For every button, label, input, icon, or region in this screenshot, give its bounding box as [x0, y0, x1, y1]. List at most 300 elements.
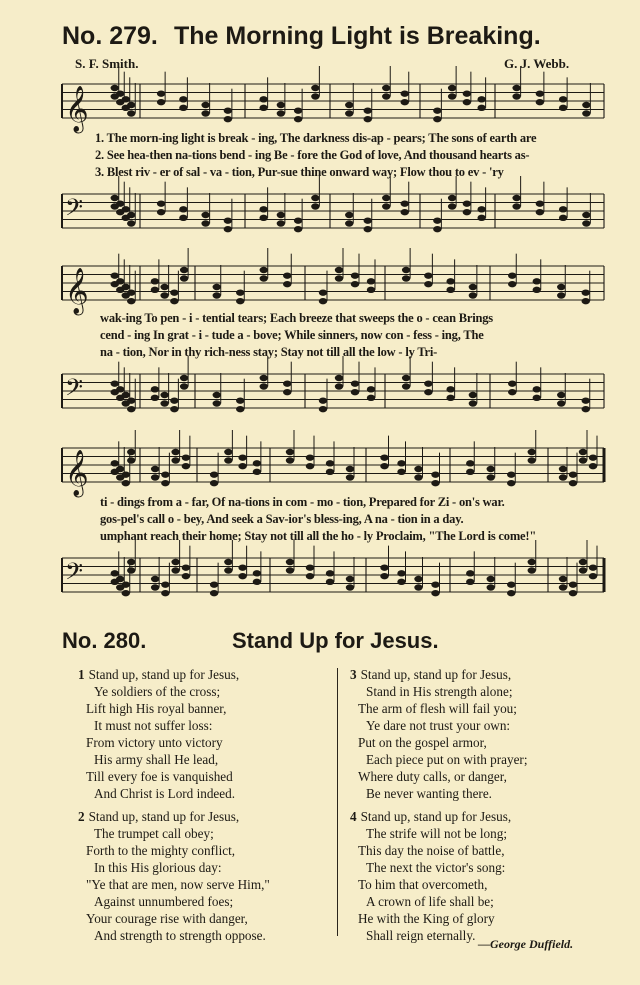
- notehead: [151, 395, 159, 401]
- notehead: [557, 400, 565, 406]
- notehead: [589, 564, 597, 570]
- notehead: [533, 287, 541, 293]
- notehead: [224, 559, 232, 565]
- treble-staff-system-3: [0, 438, 640, 498]
- notehead: [157, 99, 165, 105]
- notehead: [210, 471, 218, 477]
- notehead: [401, 209, 409, 215]
- notehead: [127, 567, 135, 573]
- notehead: [157, 200, 165, 206]
- notehead: [397, 579, 405, 585]
- notehead: [448, 195, 456, 201]
- notehead: [179, 215, 187, 221]
- notehead: [559, 576, 567, 582]
- notehead: [582, 298, 590, 304]
- verse-line: Ye dare not trust your own:: [366, 718, 511, 733]
- verse-line: Stand up, stand up for Jesus,: [88, 809, 240, 824]
- verse-line: From victory unto victory: [86, 735, 223, 750]
- notehead: [111, 460, 119, 466]
- notehead: [487, 474, 495, 480]
- verse-line: He with the King of glory: [358, 911, 495, 926]
- notehead: [326, 579, 334, 585]
- notehead: [311, 195, 319, 201]
- notehead: [224, 457, 232, 463]
- lyricist-credit: S. F. Smith.: [75, 56, 139, 71]
- lyric-line: wak-ing To pen - i - tential tears; Each breeze that sweeps the o - cean Brings: [100, 311, 493, 325]
- notehead: [294, 116, 302, 122]
- bass-clef: 𝄢: [65, 557, 84, 591]
- notehead: [508, 389, 516, 395]
- notehead: [127, 406, 135, 412]
- notehead: [351, 281, 359, 287]
- notehead: [466, 570, 474, 576]
- notehead: [171, 559, 179, 565]
- notehead: [533, 395, 541, 401]
- notehead: [512, 203, 520, 209]
- notehead: [533, 386, 541, 392]
- notehead: [346, 466, 354, 472]
- notehead: [182, 454, 190, 460]
- notehead: [116, 200, 124, 206]
- notehead: [414, 576, 422, 582]
- notehead: [127, 110, 135, 116]
- notehead: [364, 107, 372, 113]
- bass-staff-system-1: [0, 184, 640, 244]
- author-attribution: —George Duffield.: [478, 937, 574, 951]
- notehead: [382, 203, 390, 209]
- hymn-title: Stand Up for Jesus.: [232, 628, 439, 653]
- notehead: [311, 203, 319, 209]
- notehead: [402, 375, 410, 381]
- notehead: [277, 102, 285, 108]
- notehead: [111, 195, 119, 201]
- notehead: [122, 392, 130, 398]
- notehead: [213, 392, 221, 398]
- notehead: [306, 564, 314, 570]
- notehead: [536, 90, 544, 96]
- notehead: [589, 463, 597, 469]
- lyric-line: ti - dings from a - far, Of na-tions in com - mo - tion, Prepared for Zi - on's war.: [100, 495, 505, 509]
- notehead: [335, 383, 343, 389]
- notehead: [151, 466, 159, 472]
- notehead: [512, 85, 520, 91]
- verse-line: And Christ is Lord indeed.: [94, 786, 236, 801]
- notehead: [116, 576, 124, 582]
- verse-number: 4: [350, 809, 357, 824]
- notehead: [306, 463, 314, 469]
- notehead: [236, 406, 244, 412]
- notehead: [401, 90, 409, 96]
- notehead: [559, 96, 567, 102]
- hymn-number: No. 279.: [62, 22, 158, 50]
- notehead: [512, 195, 520, 201]
- notehead: [569, 471, 577, 477]
- notehead: [286, 457, 294, 463]
- notehead: [170, 289, 178, 295]
- notehead: [171, 457, 179, 463]
- notehead: [402, 275, 410, 281]
- notehead: [466, 469, 474, 475]
- notehead: [446, 278, 454, 284]
- notehead: [477, 206, 485, 212]
- notehead: [559, 584, 567, 590]
- verse-3: [350, 666, 615, 802]
- notehead: [127, 212, 135, 218]
- notehead: [122, 96, 130, 102]
- notehead: [259, 206, 267, 212]
- notehead: [433, 107, 441, 113]
- notehead: [397, 460, 405, 466]
- notehead: [559, 466, 567, 472]
- verse-2: [78, 808, 343, 944]
- notehead: [431, 590, 439, 596]
- notehead: [161, 480, 169, 486]
- notehead: [402, 383, 410, 389]
- notehead: [201, 220, 209, 226]
- notehead: [236, 397, 244, 403]
- notehead: [367, 287, 375, 293]
- notehead: [424, 272, 432, 278]
- notehead: [345, 102, 353, 108]
- notehead: [253, 579, 261, 585]
- notehead: [433, 116, 441, 122]
- notehead: [157, 90, 165, 96]
- notehead: [424, 389, 432, 395]
- notehead: [345, 220, 353, 226]
- verse-line: The arm of flesh will fail you;: [358, 701, 517, 716]
- verse-line: Be never wanting there.: [366, 786, 492, 801]
- verse-line: Stand up, stand up for Jesus,: [88, 667, 240, 682]
- treble-staff-system-1: [0, 74, 640, 134]
- notehead: [533, 278, 541, 284]
- notehead: [582, 212, 590, 218]
- notehead: [382, 85, 390, 91]
- verse-line: The next the victor's song:: [366, 860, 506, 875]
- notehead: [528, 559, 536, 565]
- hymn-title: The Morning Light is Breaking.: [174, 22, 541, 50]
- verse-line: Your courage rise with danger,: [86, 911, 248, 926]
- notehead: [170, 406, 178, 412]
- notehead: [528, 457, 536, 463]
- notehead: [319, 289, 327, 295]
- notehead: [259, 105, 267, 111]
- verse-line: In this His glorious day:: [94, 860, 222, 875]
- notehead: [335, 375, 343, 381]
- notehead: [122, 206, 130, 212]
- notehead: [579, 449, 587, 455]
- notehead: [382, 195, 390, 201]
- verse-line: To him that overcometh,: [358, 877, 488, 892]
- notehead: [346, 576, 354, 582]
- notehead: [351, 389, 359, 395]
- notehead: [277, 220, 285, 226]
- notehead: [224, 567, 232, 573]
- notehead: [559, 105, 567, 111]
- notehead: [469, 392, 477, 398]
- notehead: [364, 226, 372, 232]
- notehead: [559, 215, 567, 221]
- notehead: [161, 581, 169, 587]
- notehead: [507, 590, 515, 596]
- notehead: [260, 275, 268, 281]
- notehead: [224, 226, 232, 232]
- notehead: [122, 471, 130, 477]
- notehead: [179, 105, 187, 111]
- notehead: [557, 284, 565, 290]
- lyric-line: 2. See hea-then na-tions bend - ing Be - fore the God of love, And thousand hearts as-: [95, 148, 530, 162]
- notehead: [589, 454, 597, 460]
- notehead: [469, 292, 477, 298]
- notehead: [367, 278, 375, 284]
- notehead: [171, 567, 179, 573]
- notehead: [528, 567, 536, 573]
- notehead: [238, 463, 246, 469]
- notehead: [127, 298, 135, 304]
- notehead: [236, 289, 244, 295]
- notehead: [306, 573, 314, 579]
- lyric-line: 1. The morn-ing light is break - ing, The darkness dis-ap - pears; The sons of earth are: [95, 131, 537, 145]
- verse-line: Ye soldiers of the cross;: [94, 684, 221, 699]
- notehead: [122, 284, 130, 290]
- notehead: [151, 287, 159, 293]
- verse-line: Stand up, stand up for Jesus,: [360, 809, 512, 824]
- notehead: [512, 93, 520, 99]
- notehead: [182, 573, 190, 579]
- notehead: [536, 200, 544, 206]
- notehead: [111, 570, 119, 576]
- notehead: [180, 383, 188, 389]
- notehead: [111, 85, 119, 91]
- notehead: [346, 584, 354, 590]
- verse-line: It must not suffer loss:: [94, 718, 213, 733]
- verse-line: Where duty calls, or danger,: [358, 769, 507, 784]
- verse-line: Each piece put on with prayer;: [366, 752, 528, 767]
- notehead: [260, 375, 268, 381]
- column-divider: [337, 668, 338, 936]
- notehead: [402, 267, 410, 273]
- notehead: [463, 99, 471, 105]
- notehead: [127, 220, 135, 226]
- notehead: [487, 576, 495, 582]
- bass-clef: 𝄢: [65, 373, 84, 407]
- treble-clef: 𝄞: [65, 450, 89, 496]
- notehead: [283, 272, 291, 278]
- notehead: [111, 272, 119, 278]
- notehead: [579, 567, 587, 573]
- notehead: [463, 209, 471, 215]
- notehead: [326, 460, 334, 466]
- verse-line: Forth to the mighty conflict,: [86, 843, 236, 858]
- notehead: [224, 116, 232, 122]
- notehead: [311, 93, 319, 99]
- verse-line: The trumpet call obey;: [94, 826, 214, 841]
- notehead: [446, 287, 454, 293]
- notehead: [569, 581, 577, 587]
- notehead: [179, 206, 187, 212]
- notehead: [161, 590, 169, 596]
- notehead: [582, 406, 590, 412]
- notehead: [397, 469, 405, 475]
- notehead: [286, 567, 294, 573]
- notehead: [326, 570, 334, 576]
- notehead: [345, 110, 353, 116]
- notehead: [536, 209, 544, 215]
- notehead: [569, 480, 577, 486]
- notehead: [589, 573, 597, 579]
- notehead: [487, 584, 495, 590]
- notehead: [238, 454, 246, 460]
- notehead: [351, 380, 359, 386]
- notehead: [319, 406, 327, 412]
- notehead: [380, 573, 388, 579]
- notehead: [286, 559, 294, 565]
- notehead: [380, 454, 388, 460]
- notehead: [238, 564, 246, 570]
- notehead: [579, 559, 587, 565]
- notehead: [508, 281, 516, 287]
- notehead: [201, 102, 209, 108]
- bass-staff-system-2: [0, 364, 640, 424]
- verse-1: [78, 666, 343, 802]
- notehead: [345, 212, 353, 218]
- notehead: [431, 480, 439, 486]
- notehead: [382, 93, 390, 99]
- notehead: [582, 289, 590, 295]
- notehead: [346, 474, 354, 480]
- lyric-line: gos-pel's call o - bey, And seek a Sav-ior's bless-ing, A na - tion in a day.: [100, 512, 464, 526]
- notehead: [171, 449, 179, 455]
- notehead: [160, 392, 168, 398]
- notehead: [380, 463, 388, 469]
- notehead: [122, 590, 130, 596]
- notehead: [116, 90, 124, 96]
- verse-line: Lift high His royal banner,: [86, 701, 227, 716]
- notehead: [294, 217, 302, 223]
- notehead: [151, 576, 159, 582]
- notehead: [151, 474, 159, 480]
- verse-line: And strength to strength oppose.: [94, 928, 266, 943]
- notehead: [283, 281, 291, 287]
- notehead: [213, 400, 221, 406]
- notehead: [253, 570, 261, 576]
- notehead: [210, 581, 218, 587]
- verse-4: [350, 808, 615, 944]
- notehead: [448, 85, 456, 91]
- notehead: [559, 206, 567, 212]
- notehead: [201, 110, 209, 116]
- notehead: [151, 584, 159, 590]
- notehead: [397, 570, 405, 576]
- notehead: [414, 466, 422, 472]
- notehead: [116, 466, 124, 472]
- notehead: [116, 278, 124, 284]
- notehead: [160, 284, 168, 290]
- notehead: [283, 389, 291, 395]
- notehead: [201, 212, 209, 218]
- verse-line: The strife will not be long;: [366, 826, 508, 841]
- notehead: [469, 400, 477, 406]
- notehead: [294, 107, 302, 113]
- notehead: [213, 292, 221, 298]
- notehead: [557, 392, 565, 398]
- verse-line: "Ye that are men, now serve Him,": [86, 877, 270, 892]
- notehead: [283, 380, 291, 386]
- notehead: [433, 217, 441, 223]
- notehead: [582, 102, 590, 108]
- verse-line: A crown of life shall be;: [366, 894, 494, 909]
- lyric-line: 3. Blest riv - er of sal - va - tion, Pur-sue thine onward way; Flow thou to ev - 'ry: [95, 165, 504, 179]
- notehead: [277, 110, 285, 116]
- notehead: [180, 375, 188, 381]
- notehead: [260, 383, 268, 389]
- notehead: [151, 278, 159, 284]
- verse-line: Till every foe is vanquished: [86, 769, 233, 784]
- notehead: [579, 457, 587, 463]
- notehead: [469, 284, 477, 290]
- notehead: [364, 116, 372, 122]
- notehead: [463, 200, 471, 206]
- verses-left-column: [78, 666, 343, 950]
- notehead: [161, 471, 169, 477]
- notehead: [253, 469, 261, 475]
- notehead: [477, 96, 485, 102]
- notehead: [463, 90, 471, 96]
- treble-clef: 𝄞: [65, 86, 89, 132]
- notehead: [431, 471, 439, 477]
- notehead: [351, 272, 359, 278]
- lyric-line: na - tion, Nor in thy rich-ness stay; Stay not till all the low - ly Tri-: [100, 345, 438, 359]
- notehead: [367, 395, 375, 401]
- notehead: [294, 226, 302, 232]
- notehead: [335, 267, 343, 273]
- notehead: [127, 289, 135, 295]
- notehead: [431, 581, 439, 587]
- notehead: [446, 395, 454, 401]
- notehead: [507, 480, 515, 486]
- notehead: [559, 474, 567, 480]
- notehead: [582, 110, 590, 116]
- notehead: [424, 281, 432, 287]
- notehead: [424, 380, 432, 386]
- notehead: [111, 380, 119, 386]
- notehead: [151, 386, 159, 392]
- notehead: [236, 298, 244, 304]
- notehead: [508, 380, 516, 386]
- notehead: [448, 93, 456, 99]
- notehead: [414, 474, 422, 480]
- notehead: [170, 298, 178, 304]
- notehead: [326, 469, 334, 475]
- notehead: [335, 275, 343, 281]
- notehead: [179, 96, 187, 102]
- notehead: [311, 85, 319, 91]
- notehead: [127, 449, 135, 455]
- notehead: [170, 397, 178, 403]
- notehead: [253, 460, 261, 466]
- treble-staff-system-2: [0, 256, 640, 316]
- notehead: [557, 292, 565, 298]
- notehead: [507, 581, 515, 587]
- notehead: [180, 275, 188, 281]
- notehead: [122, 480, 130, 486]
- notehead: [157, 209, 165, 215]
- notehead: [477, 105, 485, 111]
- notehead: [319, 298, 327, 304]
- bass-staff-system-3: [0, 548, 640, 608]
- notehead: [127, 397, 135, 403]
- notehead: [210, 590, 218, 596]
- notehead: [259, 96, 267, 102]
